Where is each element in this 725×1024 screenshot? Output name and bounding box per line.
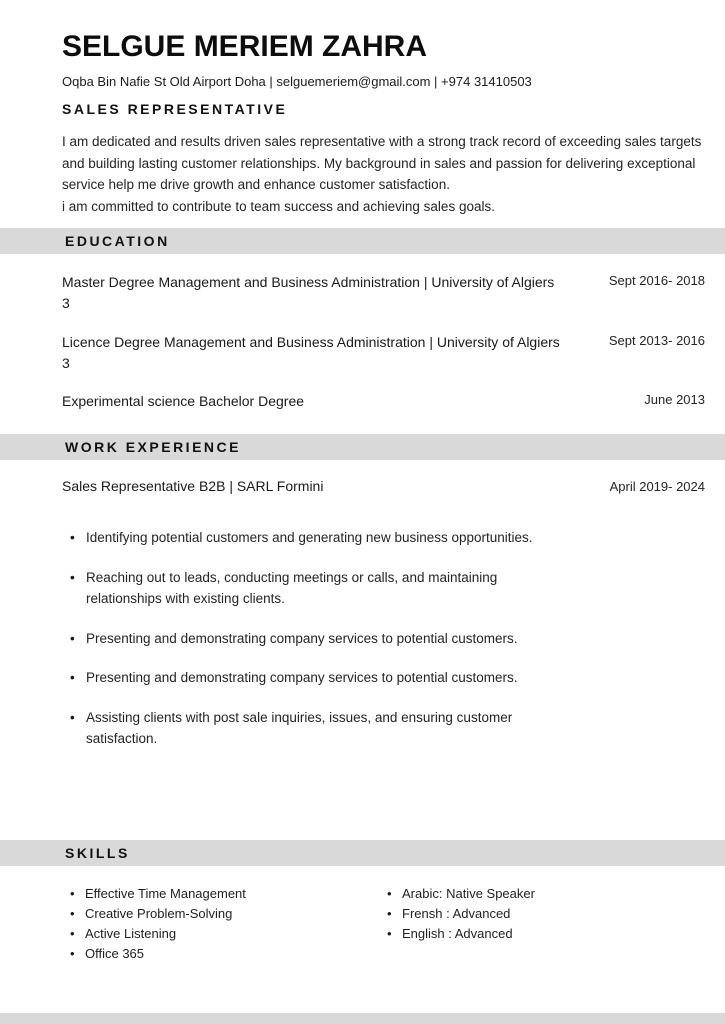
skill-item: • Effective Time Management — [68, 884, 385, 904]
bullet-item: • Assisting clients with post sale inquiries, issues, and ensuring customer satisfaction. — [68, 707, 541, 750]
education-entry — [62, 391, 705, 412]
skills-column-right — [385, 884, 535, 964]
section-band-education — [0, 228, 725, 254]
bullet-item: • Identifying potential customers and generating new business opportunities. — [68, 527, 541, 549]
degree-text: Licence Degree Management and Business Administration | University of Algiers 3 — [62, 334, 560, 371]
degree-text: Experimental science Bachelor Degree — [62, 393, 305, 409]
job-position-text: Sales Representative B2B | SARL Formini — [62, 478, 324, 494]
education-date: Sept 2016- 2018 — [608, 273, 705, 288]
job-bullet-list — [68, 527, 541, 768]
bullet-item: • Reaching out to leads, conducting meetings or calls, and maintaining relationships with existing clients. — [68, 567, 541, 610]
contact-line: Oqba Bin Nafie St Old Airport Doha | selguemeriem@gmail.com | +974 31410503 — [62, 74, 532, 89]
summary-paragraph — [62, 131, 722, 217]
degree-text: Master Degree Management and Business Administration | University of Algiers 3 — [62, 274, 555, 311]
education-entry — [62, 272, 705, 313]
skill-item: • Active Listening — [68, 924, 385, 944]
job-date: April 2019- 2024 — [609, 479, 705, 494]
summary-text: I am dedicated and results driven sales representative with a strong track record of exceeding sales targets and building lasting customer relationships. My background in sales and passion for delivering exceptional service help me drive growth and enhance customer satisfaction. — [62, 134, 702, 192]
section-band-work-experience — [0, 434, 725, 460]
language-item: • English : Advanced — [385, 924, 535, 944]
education-date: June 2013 — [644, 392, 705, 407]
section-title-work-experience: WORK EXPERIENCE — [65, 439, 241, 455]
candidate-name: SELGUE MERIEM ZAHRA — [62, 30, 428, 63]
bullet-item: • Presenting and demonstrating company services to potential customers. — [68, 628, 541, 650]
section-band-skills — [0, 840, 725, 866]
skill-item: • Creative Problem-Solving — [68, 904, 385, 924]
summary-closing-line: i am committed to contribute to team success and achieving sales goals. — [62, 198, 495, 214]
section-title-education: EDUCATION — [65, 233, 170, 249]
bullet-item: • Presenting and demonstrating company services to potential customers. — [68, 667, 541, 689]
skills-column-left — [68, 884, 385, 964]
page-bottom-band — [0, 1013, 725, 1024]
job-entry — [62, 478, 705, 494]
education-entry — [62, 332, 705, 373]
language-item: • Arabic: Native Speaker — [385, 884, 535, 904]
section-title-skills: SKILLS — [65, 845, 130, 861]
language-item: • Frensh : Advanced — [385, 904, 535, 924]
role-title: SALES REPRESENTATIVE — [62, 101, 288, 117]
skills-columns — [68, 884, 535, 964]
skill-item: • Office 365 — [68, 944, 385, 964]
education-date: Sept 2013- 2016 — [608, 333, 705, 348]
